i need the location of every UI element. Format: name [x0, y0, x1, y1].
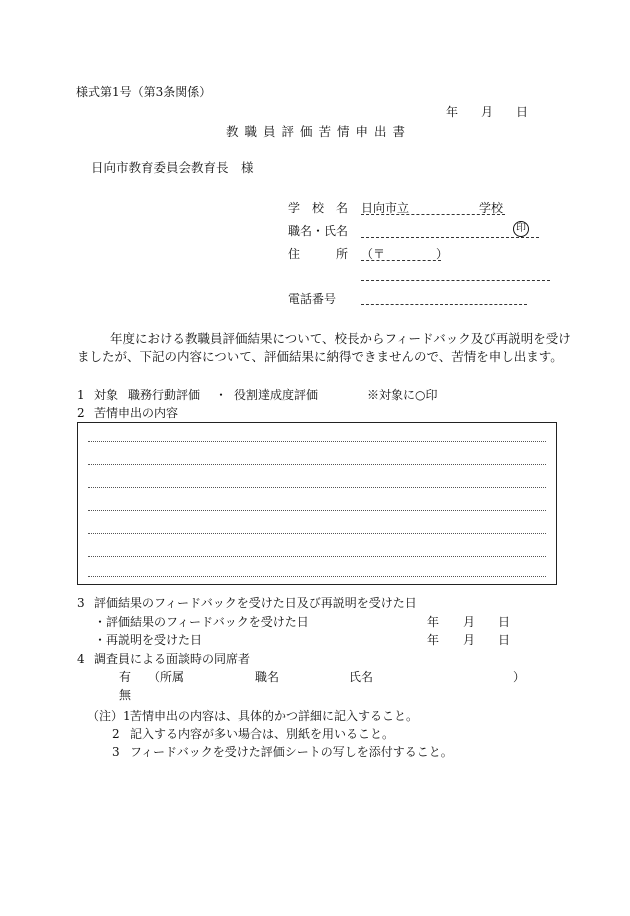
section-2-label: 苦情申出の内容 — [94, 406, 179, 420]
school-name-label: 学 校 名 — [288, 201, 349, 215]
feedback-year: 年 — [427, 615, 440, 629]
note-1: 苦情申出の内容は、具体的かつ詳細に記入すること。 — [130, 709, 419, 723]
note-2: 記入する内容が多い場合は、別紙を用いること。 — [130, 727, 395, 741]
school-suffix: 学校 — [479, 201, 504, 215]
page-title: 教職員評価苦情申出書 — [226, 124, 412, 139]
feedback-date-label: ・評価結果のフィードバックを受けた日 — [94, 615, 309, 629]
date-year-label: 年 — [446, 105, 459, 119]
attendee-name-label: 氏名 — [349, 670, 374, 684]
target-note: ※対象に○印 — [367, 388, 438, 402]
reexplanation-year: 年 — [427, 633, 440, 647]
section-4-label: 調査員による面談時の同席者 — [94, 652, 251, 666]
complaint-line[interactable] — [88, 487, 546, 488]
feedback-day: 日 — [498, 615, 511, 629]
section-3-label: 評価結果のフィードバックを受けた日及び再説明を受けた日 — [94, 596, 417, 610]
feedback-month: 月 — [463, 615, 476, 629]
name-label: 職名・氏名 — [288, 224, 349, 238]
phone-field[interactable] — [361, 304, 527, 305]
reexplanation-day: 日 — [498, 633, 511, 647]
postal-code-field[interactable] — [361, 260, 441, 261]
address-postal-close: ） — [436, 247, 449, 261]
attendee-position-label: 職名 — [255, 670, 280, 684]
name-field[interactable] — [361, 237, 539, 238]
date-day-label: 日 — [516, 105, 529, 119]
reexplanation-date-label: ・再説明を受けた日 — [94, 633, 203, 647]
school-prefix: 日向市立 — [361, 201, 410, 215]
date-month-label: 月 — [481, 105, 494, 119]
attendee-affiliation-label: （所属 — [148, 670, 185, 684]
note-3: フィードバックを受けた評価シートの写しを添付すること。 — [130, 745, 453, 759]
section-1-label: 対象 — [94, 388, 119, 402]
attendee-yes[interactable]: 有 — [119, 670, 132, 684]
address-postal-label: （〒 — [361, 247, 386, 261]
note-2-number: 2 — [112, 727, 120, 741]
complaint-line[interactable] — [88, 576, 546, 577]
intro-line-1: 年度における教職員評価結果について、校長からフィードバック及び再説明を受け — [110, 331, 571, 346]
section-3-number: 3 — [77, 596, 85, 610]
attendee-no[interactable]: 無 — [119, 688, 132, 702]
section-1-number: 1 — [77, 388, 85, 402]
section-4-number: 4 — [77, 652, 85, 666]
section-2-number: 2 — [77, 406, 85, 420]
target-option-duty-behavior[interactable]: 職務行動評価 — [128, 388, 201, 402]
target-separator: ・ — [215, 388, 228, 402]
target-option-role-achievement[interactable]: 役割達成度評価 — [234, 388, 319, 402]
complaint-line[interactable] — [88, 533, 546, 534]
complaint-line[interactable] — [88, 510, 546, 511]
phone-label: 電話番号 — [288, 292, 337, 306]
intro-line-2: ましたが、下記の内容について、評価結果に納得できませんので、苦情を申し出ます。 — [77, 349, 563, 364]
reexplanation-month: 月 — [463, 633, 476, 647]
complaint-line[interactable] — [88, 464, 546, 465]
complaint-line[interactable] — [88, 441, 546, 442]
form-number: 様式第1号（第3条関係） — [76, 85, 212, 99]
notes-prefix: （注）1 — [87, 709, 131, 723]
seal-mark: 印 — [513, 221, 529, 237]
attendee-close-paren: ） — [513, 670, 526, 684]
complaint-line[interactable] — [88, 556, 546, 557]
note-3-number: 3 — [112, 745, 120, 759]
address-label: 住 所 — [288, 247, 349, 261]
addressee: 日向市教育委員会教育長 様 — [91, 160, 254, 175]
complaint-content-box[interactable] — [77, 422, 557, 585]
address-field[interactable] — [361, 280, 550, 281]
